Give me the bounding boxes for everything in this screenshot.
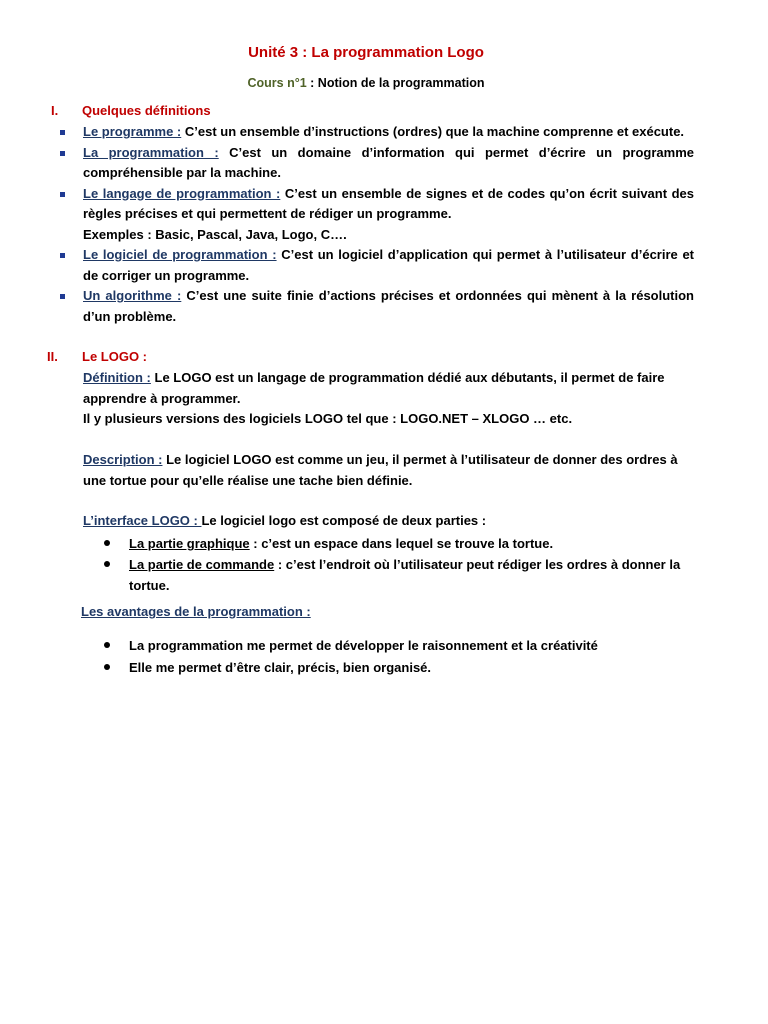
definition-item: [60, 184, 694, 246]
advantage-text: Elle me permet d’être clair, précis, bien organisé.: [129, 660, 432, 675]
advantages-heading: Les avantages de la programmation :: [81, 604, 311, 619]
definition-text: C’est un logiciel d’application qui permet à l’utilisateur d’écrire et de corriger un programme.: [83, 247, 695, 283]
page-title: Unité 3 : La programmation Logo: [248, 44, 484, 61]
logo-interface-term: L’interface LOGO :: [83, 513, 202, 528]
definition-term: La programmation :: [83, 144, 219, 160]
bullet-icon: [104, 664, 110, 670]
interface-parts-list: [104, 533, 699, 596]
list-item: [104, 554, 699, 596]
definition-item: [60, 143, 694, 184]
square-bullet-icon: [60, 192, 65, 197]
square-bullet-icon: [60, 130, 65, 135]
course-topic: : Notion de la programmation: [306, 76, 485, 90]
definition-text: C’est un ensemble d’instructions (ordres) que la machine comprenne et exécute.: [181, 124, 685, 139]
logo-description-text: Le logiciel LOGO est comme un jeu, il permet à l’utilisateur de donner des ordres à une tortue pour qu’elle réalise une tache bien définie.: [83, 452, 678, 488]
definitions-list: [60, 122, 694, 327]
advantages-list: [104, 635, 699, 679]
logo-versions-text: Il y plusieurs versions des logiciels LOGO tel que : LOGO.NET – XLOGO … etc.: [83, 411, 573, 426]
section-2-number: II.: [47, 349, 58, 364]
section-2-heading: [47, 349, 347, 367]
bullet-icon: [104, 561, 110, 567]
course-number: Cours n°1: [247, 76, 307, 90]
part-term: La partie de commande: [129, 557, 275, 572]
definition-text: C’est un domaine d’information qui permet d’écrire un programme compréhensible par la machine.: [83, 144, 694, 180]
part-text: : c’est l’endroit où l’utilisateur peut rédiger les ordres à donner la tortue.: [129, 557, 681, 593]
advantage-text: La programmation me permet de développer le raisonnement et la créativité: [129, 638, 598, 653]
definition-item: [60, 245, 694, 286]
definition-text: C’est un ensemble de signes et de codes qu’on écrit suivant des règles précises et qui permettent de rédiger un programme.: [83, 185, 694, 221]
square-bullet-icon: [60, 294, 65, 299]
definition-paragraph: [83, 368, 698, 430]
bullet-icon: [104, 642, 110, 648]
definition-term: Le langage de programmation :: [83, 185, 281, 201]
list-item: [104, 635, 699, 657]
section-1-label: Quelques définitions: [82, 103, 211, 118]
examples-line: Exemples : Basic, Pascal, Java, Logo, C….: [83, 226, 347, 242]
bullet-icon: [104, 540, 110, 546]
definition-item: [60, 286, 694, 327]
page-subtitle: [0, 76, 732, 90]
definition-term: Le logiciel de programmation :: [83, 247, 277, 262]
logo-definition-term: Définition :: [83, 370, 151, 385]
part-term: La partie graphique: [129, 536, 250, 551]
part-text: : c’est un espace dans lequel se trouve la tortue.: [249, 536, 554, 551]
logo-description-term: Description :: [83, 452, 163, 467]
definition-text: C’est une suite finie d’actions précises et ordonnées qui mènent à la résolution d’un problème.: [83, 288, 694, 324]
logo-interface-text: Le logiciel logo est composé de deux parties :: [201, 513, 487, 528]
definition-term: Le programme :: [83, 124, 182, 139]
square-bullet-icon: [60, 151, 65, 156]
section-1-number: I.: [51, 103, 59, 118]
section-2-label: Le LOGO :: [82, 349, 147, 364]
definition-item: [60, 122, 694, 143]
definition-term: Un algorithme :: [83, 288, 182, 303]
list-item: [104, 533, 699, 554]
square-bullet-icon: [60, 253, 65, 258]
section-1-heading: [51, 103, 351, 121]
logo-definition-text: Le LOGO est un langage de programmation dédié aux débutants, il permet de faire apprendre à programmer.: [83, 370, 665, 406]
description-paragraph: [83, 450, 698, 491]
interface-paragraph: [83, 511, 698, 532]
list-item: [104, 657, 699, 679]
